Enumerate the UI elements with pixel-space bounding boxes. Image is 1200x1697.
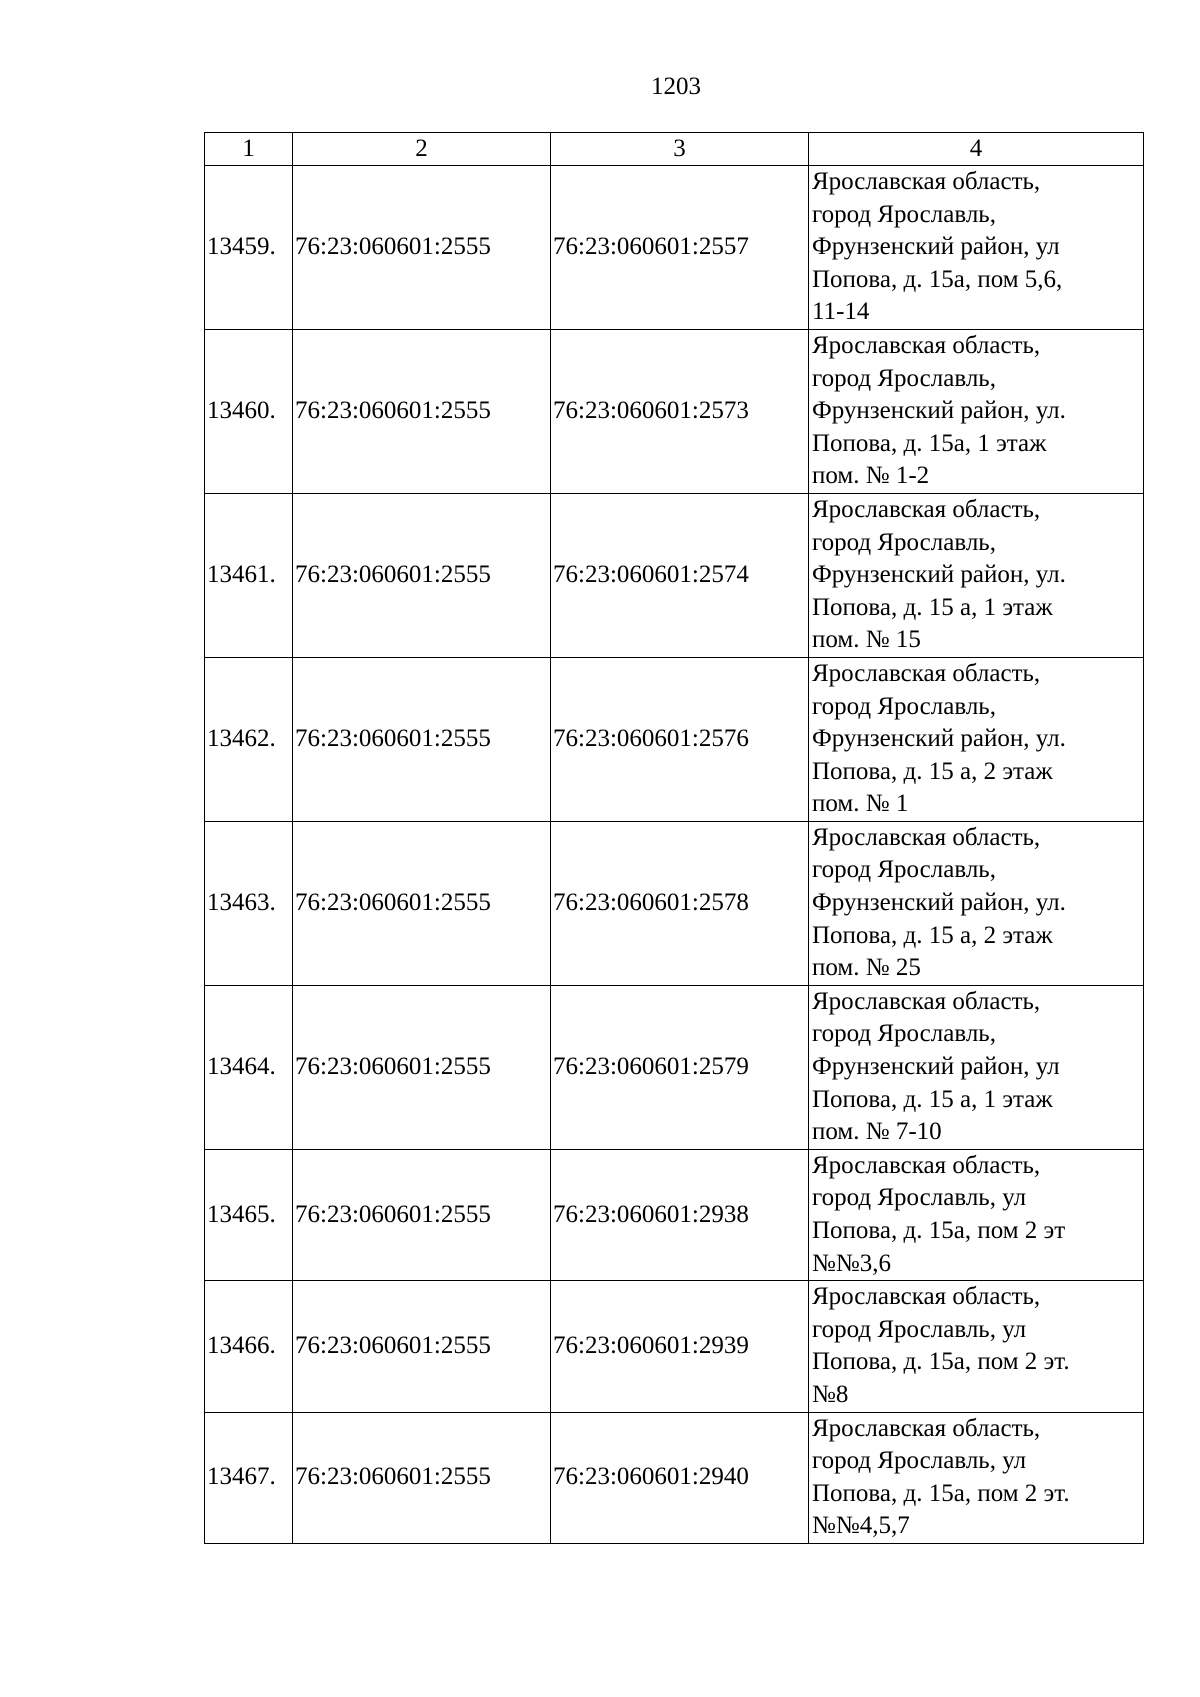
table-header bbox=[205, 133, 1144, 166]
address-line: Ярославская область, bbox=[812, 659, 1041, 687]
table-row bbox=[205, 985, 1144, 1149]
address-line: Попова, д. 15а, пом 2 эт bbox=[812, 1217, 1066, 1244]
address-cell bbox=[809, 493, 1144, 657]
address-line: №№4,5,7 bbox=[812, 1512, 910, 1540]
address-line: Попова, д. 15 а, 1 этаж bbox=[812, 1085, 1053, 1113]
address-line: город Ярославль, bbox=[812, 364, 996, 392]
row-number: 13460. bbox=[205, 329, 293, 493]
cadastral-number: 76:23:060601:2574 bbox=[551, 493, 809, 657]
address-line: Ярославская область, bbox=[812, 1283, 1041, 1311]
row-number: 13464. bbox=[205, 985, 293, 1149]
address-cell bbox=[809, 985, 1144, 1149]
address-line: Фрунзенский район, ул bbox=[812, 1053, 1060, 1081]
address-line: Ярославская область, bbox=[812, 1414, 1041, 1442]
address-line: Фрунзенский район, ул bbox=[812, 233, 1060, 261]
address-cell bbox=[809, 166, 1144, 330]
address-line: Фрунзенский район, ул. bbox=[812, 725, 1066, 753]
cadastral-number: 76:23:060601:2579 bbox=[551, 985, 809, 1149]
address-line: город Ярославль, ул bbox=[812, 1184, 1027, 1212]
address-line: Фрунзенский район, ул. bbox=[812, 397, 1066, 425]
address-line: Попова, д. 15 а, 1 этаж bbox=[812, 593, 1053, 621]
address-line: Попова, д. 15а, пом 5,6, bbox=[812, 265, 1063, 293]
address-line: пом. № 7-10 bbox=[812, 1118, 942, 1146]
address-line: 11-14 bbox=[812, 298, 870, 326]
address-cell bbox=[809, 1281, 1144, 1412]
address-cell bbox=[809, 821, 1144, 985]
address-line: пом. № 1-2 bbox=[812, 462, 930, 490]
row-number: 13467. bbox=[205, 1412, 293, 1543]
address-cell bbox=[809, 657, 1144, 821]
cadastral-number-parent: 76:23:060601:2555 bbox=[293, 985, 551, 1149]
address-line: город Ярославль, bbox=[812, 692, 996, 720]
address-line: город Ярославль, ул bbox=[812, 1447, 1027, 1475]
cadastral-number: 76:23:060601:2557 bbox=[551, 166, 809, 330]
address-line: Попова, д. 15а, 1 этаж bbox=[812, 429, 1047, 457]
address-line: город Ярославль, bbox=[812, 528, 996, 556]
address-line: Ярославская область, bbox=[812, 168, 1041, 195]
cadastral-number-parent: 76:23:060601:2555 bbox=[293, 493, 551, 657]
row-number: 13465. bbox=[205, 1149, 293, 1280]
table-row bbox=[205, 657, 1144, 821]
cadastral-number: 76:23:060601:2576 bbox=[551, 657, 809, 821]
table-row bbox=[205, 166, 1144, 330]
table-row bbox=[205, 1149, 1144, 1280]
address-line: №8 bbox=[812, 1380, 849, 1408]
address-line: пом. № 1 bbox=[812, 790, 909, 818]
address-line: Ярославская область, bbox=[812, 495, 1041, 523]
row-number: 13463. bbox=[205, 821, 293, 985]
cadastral-number-parent: 76:23:060601:2555 bbox=[293, 821, 551, 985]
address-cell bbox=[809, 1149, 1144, 1280]
table-row bbox=[205, 1412, 1144, 1543]
address-line: Фрунзенский район, ул. bbox=[812, 561, 1066, 589]
address-line: №№3,6 bbox=[812, 1249, 891, 1277]
address-cell bbox=[809, 1412, 1144, 1543]
address-line: Попова, д. 15 а, 2 этаж bbox=[812, 757, 1053, 785]
address-line: Попова, д. 15 а, 2 этаж bbox=[812, 921, 1053, 949]
cadastral-number: 76:23:060601:2578 bbox=[551, 821, 809, 985]
address-line: Ярославская область, bbox=[812, 331, 1041, 359]
address-line: Попова, д. 15а, пом 2 эт. bbox=[812, 1479, 1070, 1507]
cadastral-number-parent: 76:23:060601:2555 bbox=[293, 1281, 551, 1412]
cadastral-number-parent: 76:23:060601:2555 bbox=[293, 1149, 551, 1280]
address-line: город Ярославль, ул bbox=[812, 1315, 1027, 1343]
cadastral-number: 76:23:060601:2940 bbox=[551, 1412, 809, 1543]
address-line: город Ярославль, bbox=[812, 856, 996, 884]
table-row bbox=[205, 329, 1144, 493]
table-row bbox=[205, 493, 1144, 657]
page-number: 1203 bbox=[651, 73, 701, 100]
table-row bbox=[205, 821, 1144, 985]
address-line: Фрунзенский район, ул. bbox=[812, 889, 1066, 917]
cadastral-number: 76:23:060601:2938 bbox=[551, 1149, 809, 1280]
cadastral-number-parent: 76:23:060601:2555 bbox=[293, 329, 551, 493]
address-line: пом. № 25 bbox=[812, 954, 921, 982]
header-row bbox=[205, 133, 1144, 166]
header-cell-4: 4 bbox=[809, 133, 1144, 166]
cadastral-number-parent: 76:23:060601:2555 bbox=[293, 166, 551, 330]
header-cell-1: 1 bbox=[205, 133, 293, 166]
header-cell-2: 2 bbox=[293, 133, 551, 166]
address-line: пом. № 15 bbox=[812, 626, 921, 654]
registry-table bbox=[204, 132, 1144, 1544]
row-number: 13459. bbox=[205, 166, 293, 330]
cadastral-number: 76:23:060601:2939 bbox=[551, 1281, 809, 1412]
row-number: 13461. bbox=[205, 493, 293, 657]
address-line: город Ярославль, bbox=[812, 1020, 996, 1048]
address-line: Попова, д. 15а, пом 2 эт. bbox=[812, 1348, 1070, 1376]
address-line: Ярославская область, bbox=[812, 823, 1041, 851]
address-cell bbox=[809, 329, 1144, 493]
cadastral-number: 76:23:060601:2573 bbox=[551, 329, 809, 493]
table-body bbox=[205, 166, 1144, 1544]
address-line: город Ярославль, bbox=[812, 200, 996, 228]
header-cell-3: 3 bbox=[551, 133, 809, 166]
address-line: Ярославская область, bbox=[812, 1151, 1041, 1179]
row-number: 13462. bbox=[205, 657, 293, 821]
row-number: 13466. bbox=[205, 1281, 293, 1412]
address-line: Ярославская область, bbox=[812, 987, 1041, 1015]
table-row bbox=[205, 1281, 1144, 1412]
cadastral-number-parent: 76:23:060601:2555 bbox=[293, 1412, 551, 1543]
cadastral-number-parent: 76:23:060601:2555 bbox=[293, 657, 551, 821]
